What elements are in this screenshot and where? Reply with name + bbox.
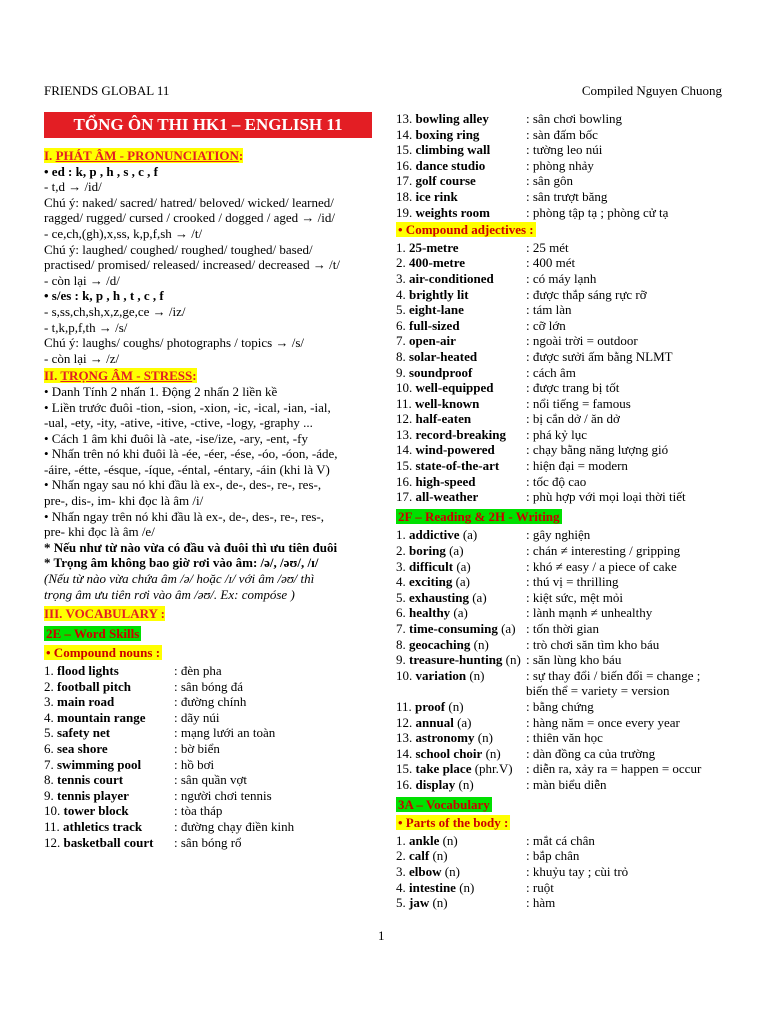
- definition: : bờ biển: [174, 740, 220, 756]
- list-item: [44, 835, 386, 851]
- list-item: [44, 819, 386, 835]
- term: 9. soundproof: [396, 364, 473, 380]
- list-item: [396, 349, 730, 365]
- term: 5. exhausting (a): [396, 589, 487, 605]
- term: 4. brightly lit: [396, 286, 469, 302]
- list-item: [396, 746, 730, 762]
- term: [396, 683, 526, 699]
- list-item: [396, 730, 730, 746]
- term: 17. all-weather: [396, 489, 479, 505]
- definition: : chán ≠ interesting / gripping: [526, 543, 681, 559]
- stress-line: -áire, -étte, -ésque, -íque, -éntal, -éntary, -áin (khi là V): [44, 461, 330, 477]
- term: 3. main road: [44, 694, 115, 710]
- definition: : gây nghiện: [526, 527, 591, 543]
- definition: : sân bóng rổ: [174, 834, 242, 850]
- definition: : dãy núi: [174, 709, 220, 725]
- term: 10. well-equipped: [396, 380, 494, 396]
- term: 3. difficult (a): [396, 558, 471, 574]
- definition: : 400 mét: [526, 255, 576, 271]
- term: 12. basketball court: [44, 834, 154, 850]
- definition: : mắt cá chân: [526, 832, 595, 848]
- term: 14. boxing ring: [396, 126, 480, 142]
- ses-rule: • s/es : k, p , h , t , c , f: [44, 288, 164, 304]
- term: 5. eight-lane: [396, 302, 464, 318]
- list-item: [44, 788, 386, 804]
- list-item: [44, 741, 386, 757]
- definition: : nổi tiếng = famous: [526, 395, 631, 411]
- definition: : phù hợp với mọi loại thời tiết: [526, 489, 686, 505]
- list-item: [396, 833, 730, 849]
- term: 1. flood lights: [44, 663, 119, 678]
- parts-body-heading: • Parts of the body :: [398, 815, 509, 831]
- definition: : sân quần vợt: [174, 772, 247, 788]
- definition: : đường chính: [174, 694, 247, 710]
- definition: : cỡ lớn: [526, 317, 566, 333]
- definition: : trò chơi săn tìm kho báu: [526, 636, 660, 652]
- definition: : ngoài trời = outdoor: [526, 333, 638, 349]
- term: 2. football pitch: [44, 678, 132, 694]
- stress-line: • Liền trước đuôi -tion, -sion, -xion, -ic, -ical, -ian, -ial,: [44, 399, 331, 415]
- list-item: [396, 318, 730, 334]
- term: 1. addictive (a): [396, 527, 478, 543]
- list-item: [44, 679, 386, 695]
- list-item: [396, 458, 730, 474]
- section-2f: 2F – Reading & 2H - Writing: [398, 508, 560, 524]
- term: 7. open-air: [396, 333, 456, 349]
- list-item: [396, 605, 730, 621]
- stress-heading: II. TRỌNG ÂM - STRESS:: [44, 368, 197, 384]
- term: 10. tower block: [44, 803, 129, 819]
- pronunciation-heading: I. PHÁT ÂM - PRONUNCIATION:: [44, 148, 244, 163]
- definition: : mạng lưới an toàn: [174, 725, 276, 741]
- list-item: [396, 127, 730, 143]
- definition: : bị cắn dở / ăn dở: [526, 411, 620, 427]
- header-left: FRIENDS GLOBAL 11: [44, 83, 170, 98]
- list-item: [44, 772, 386, 788]
- definition: : đường chạy điền kinh: [174, 818, 295, 834]
- term: 11. well-known: [396, 395, 480, 411]
- term: 1. ankle (n): [396, 832, 458, 848]
- list-item: [396, 158, 730, 174]
- section-3a: 3A – Vocabulary: [398, 796, 490, 812]
- definition: : săn lùng kho báu: [526, 652, 622, 668]
- section-2e: 2E – Word Skills: [46, 625, 140, 641]
- list-item: [396, 715, 730, 731]
- left-column: [44, 112, 386, 850]
- list-item: [396, 527, 730, 543]
- definition: : lành mạnh ≠ unhealthy: [526, 605, 653, 621]
- term: 2. calf (n): [396, 848, 448, 864]
- pron-line: - còn lại → /d/: [44, 272, 120, 288]
- definition: : diễn ra, xảy ra = happen = occur: [526, 761, 702, 777]
- term: 17. golf course: [396, 173, 476, 189]
- pron-line: - còn lại → /z/: [44, 350, 120, 366]
- term: 8. solar-heated: [396, 348, 478, 364]
- definition: : tốc độ cao: [526, 473, 587, 489]
- list-item: [396, 864, 730, 880]
- list-item: [396, 590, 730, 606]
- definition: : được trang bị tốt: [526, 380, 620, 396]
- term: 19. weights room: [396, 204, 491, 220]
- list-item: [396, 271, 730, 287]
- definition: : kiệt sức, mệt mỏi: [526, 589, 623, 605]
- definition: : hàng năm = once every year: [526, 714, 680, 730]
- list-item: [396, 777, 730, 793]
- definition: : sân trượt băng: [526, 188, 608, 204]
- definition: : 25 mét: [526, 239, 569, 255]
- term: 1. 25-metre: [396, 239, 459, 255]
- list-item: [396, 427, 730, 443]
- pron-line: practised/ promised/ released/ increased/ decreased → /t/: [44, 257, 340, 273]
- list-item: [396, 574, 730, 590]
- term: 16. display (n): [396, 776, 474, 792]
- list-item: [396, 173, 730, 189]
- definition: : thú vị = thrilling: [526, 574, 619, 590]
- ed-rule: • ed : k, p , h , s , c , f: [44, 163, 158, 179]
- definition: : người chơi tennis: [174, 787, 272, 803]
- definition: : màn biểu diễn: [526, 776, 607, 792]
- term: 13. record-breaking: [396, 426, 507, 442]
- list-item: [396, 652, 730, 668]
- definition: : phá kỷ lục: [526, 426, 588, 442]
- term: 3. air-conditioned: [396, 270, 494, 286]
- list-item: [396, 396, 730, 412]
- list-item: [396, 668, 730, 684]
- list-item: [396, 411, 730, 427]
- list-item: [396, 365, 730, 381]
- term: 15. state-of-the-art: [396, 458, 500, 474]
- list-item: [396, 637, 730, 653]
- list-item: [44, 663, 386, 679]
- definition: : hiện đại = modern: [526, 458, 628, 474]
- page-number: 1: [378, 928, 385, 943]
- term: 11. proof (n): [396, 698, 464, 714]
- list-item: [396, 240, 730, 256]
- list-item: [396, 895, 730, 911]
- pron-line: - s,ss,ch,sh,x,z,ge,ce → /iz/: [44, 303, 186, 319]
- term: 15. climbing wall: [396, 142, 491, 158]
- stress-line: • Danh Tính 2 nhấn 1. Động 2 nhấn 2 liền kề: [44, 383, 278, 399]
- definition: : sân chơi bowling: [526, 111, 623, 126]
- term: 8. tennis court: [44, 772, 124, 788]
- list-item: [396, 880, 730, 896]
- stress-line: (Nếu từ nào vừa chứa âm /ə/ hoặc /ɪ/ với âm /əʊ/ thì: [44, 571, 315, 587]
- pron-line: Chú ý: laughed/ coughed/ roughed/ toughed/ based/: [44, 241, 313, 257]
- list-item: [396, 683, 730, 699]
- pron-line: Chú ý: naked/ sacred/ hatred/ beloved/ wicked/ learned/: [44, 194, 334, 210]
- definition: : tường leo núi: [526, 142, 603, 158]
- definition: : tám làn: [526, 302, 572, 318]
- stress-line: • Nhấn trên nó khi đuôi là -ée, -éer, -ése, -óo, -óon, -áde,: [44, 446, 338, 462]
- stress-line: • Nhấn ngay sau nó khi đầu là ex-, de-, des-, re-, res-,: [44, 477, 322, 493]
- term: 9. treasure-hunting (n): [396, 652, 521, 668]
- list-item: [44, 757, 386, 773]
- definition: : dàn đồng ca của trường: [526, 745, 656, 761]
- vocabulary-heading: III. VOCABULARY :: [44, 606, 165, 622]
- term: 6. full-sized: [396, 317, 460, 333]
- list-item: [396, 559, 730, 575]
- list-item: [396, 543, 730, 559]
- pron-line: - ce,ch,(gh),x,ss, k,p,f,sh → /t/: [44, 225, 203, 241]
- body-list: [396, 833, 730, 911]
- definition: : phòng nhảy: [526, 157, 594, 173]
- list-item: [396, 761, 730, 777]
- term: 12. annual (a): [396, 714, 472, 730]
- list-item: [396, 489, 730, 505]
- definition: : sân gôn: [526, 173, 573, 189]
- list-item: [396, 442, 730, 458]
- definition: : có máy lạnh: [526, 270, 597, 286]
- term: 13. astronomy (n): [396, 730, 493, 746]
- definition: : chạy bằng năng lượng gió: [526, 442, 669, 458]
- term: 2. boring (a): [396, 543, 464, 559]
- term: 6. sea shore: [44, 740, 108, 756]
- definition: : sàn đấm bốc: [526, 126, 598, 142]
- compound-nouns-heading: • Compound nouns :: [46, 645, 161, 661]
- definition: : đèn pha: [174, 663, 222, 678]
- list-item: [396, 287, 730, 303]
- term: 14. school choir (n): [396, 745, 501, 761]
- list-item: [396, 699, 730, 715]
- reading-list: [396, 527, 730, 792]
- term: 4. intestine (n): [396, 879, 475, 895]
- term: 3. elbow (n): [396, 863, 460, 879]
- stress-line: • Nhấn ngay trên nó khi đầu là ex-, de-, des-, re-, res-,: [44, 508, 324, 524]
- term: 6. healthy (a): [396, 605, 468, 621]
- list-item: [396, 189, 730, 205]
- definition: : bắp chân: [526, 848, 580, 864]
- list-item: [396, 380, 730, 396]
- pron-line: ragged/ rugged/ cursed / crooked / dogged / aged → /id/: [44, 210, 335, 226]
- document-title: TỔNG ÔN THI HK1 – ENGLISH 11: [44, 112, 372, 138]
- stress-line: pre- khi đọc là âm /e/: [44, 524, 155, 540]
- definition: : thiên văn học: [526, 730, 603, 746]
- term: 5. safety net: [44, 725, 111, 741]
- term: 16. high-speed: [396, 473, 476, 489]
- term: 11. athletics track: [44, 818, 143, 834]
- header-right: Compiled Nguyen Chuong: [581, 83, 722, 98]
- list-item: [396, 333, 730, 349]
- definition: : tòa tháp: [174, 803, 223, 819]
- definition: : cách âm: [526, 364, 576, 380]
- pron-line: Chú ý: laughs/ coughs/ photographs / topics → /s/: [44, 335, 304, 351]
- pron-line: - t,k,p,f,th → /s/: [44, 319, 128, 335]
- nouns-list-right: [396, 111, 730, 220]
- right-column: [396, 111, 730, 911]
- term: 8. geocaching (n): [396, 636, 489, 652]
- list-item: [396, 111, 730, 127]
- term: 13. bowling alley: [396, 111, 489, 126]
- list-item: [396, 302, 730, 318]
- term: 5. jaw (n): [396, 895, 448, 911]
- page-header: [44, 83, 722, 101]
- definition: : khó ≠ easy / a piece of cake: [526, 558, 677, 574]
- adjectives-list: [396, 240, 730, 505]
- stress-line: • Cách 1 âm khi đuôi là -ate, -ise/ize, -ary, -ent, -fy: [44, 430, 308, 446]
- term: 4. mountain range: [44, 709, 146, 725]
- term: 18. ice rink: [396, 188, 458, 204]
- list-item: [396, 205, 730, 221]
- stress-line: * Trọng âm không bao giờ rơi vào âm: /ə/, /əʊ/, /ɪ/: [44, 555, 319, 571]
- definition: : ruột: [526, 879, 554, 895]
- definition: : hồ bơi: [174, 756, 215, 772]
- term: 16. dance studio: [396, 157, 486, 173]
- list-item: [44, 694, 386, 710]
- term: 10. variation (n): [396, 667, 485, 683]
- definition: : hàm: [526, 895, 556, 911]
- list-item: [44, 803, 386, 819]
- list-item: [396, 142, 730, 158]
- term: 7. swimming pool: [44, 756, 142, 772]
- list-item: [396, 621, 730, 637]
- definition: : phòng tập tạ ; phòng cử tạ: [526, 204, 669, 220]
- stress-line: -ual, -ety, -ity, -ative, -itive, -ctive, -logy, -graphy ...: [44, 415, 313, 431]
- stress-line: trọng âm ưu tiên rơi vào âm /əʊ/. Ex: compóse ): [44, 586, 295, 602]
- list-item: [396, 848, 730, 864]
- term: 9. tennis player: [44, 787, 129, 803]
- definition: : bằng chứng: [526, 698, 594, 714]
- definition: : được sưởi ấm bằng NLMT: [526, 348, 673, 364]
- term: 15. take place (phr.V): [396, 761, 513, 777]
- term: 7. time-consuming (a): [396, 621, 516, 636]
- stress-line: * Nếu như từ nào vừa có đầu và đuôi thì ưu tiên đuôi: [44, 539, 338, 555]
- stress-line: pre-, dis-, im- khi đọc là âm /i/: [44, 493, 204, 509]
- definition: : tốn thời gian: [526, 621, 599, 636]
- list-item: [44, 710, 386, 726]
- definition: biến thể = variety = version: [526, 683, 670, 699]
- definition: : được thắp sáng rực rỡ: [526, 286, 647, 302]
- term: 14. wind-powered: [396, 442, 495, 458]
- definition: : sự thay đổi / biến đổi = change ;: [526, 667, 701, 683]
- definition: : sân bóng đá: [174, 678, 243, 694]
- pron-line: - t,d → /id/: [44, 179, 102, 195]
- compound-adjectives-heading: • Compound adjectives :: [398, 222, 534, 238]
- list-item: [396, 255, 730, 271]
- list-item: [44, 725, 386, 741]
- term: 4. exciting (a): [396, 574, 471, 590]
- definition: : khuỷu tay ; cùi trỏ: [526, 863, 629, 879]
- term: 12. half-eaten: [396, 411, 472, 427]
- nouns-list-left: [44, 663, 386, 850]
- term: 2. 400-metre: [396, 255, 466, 271]
- list-item: [396, 474, 730, 490]
